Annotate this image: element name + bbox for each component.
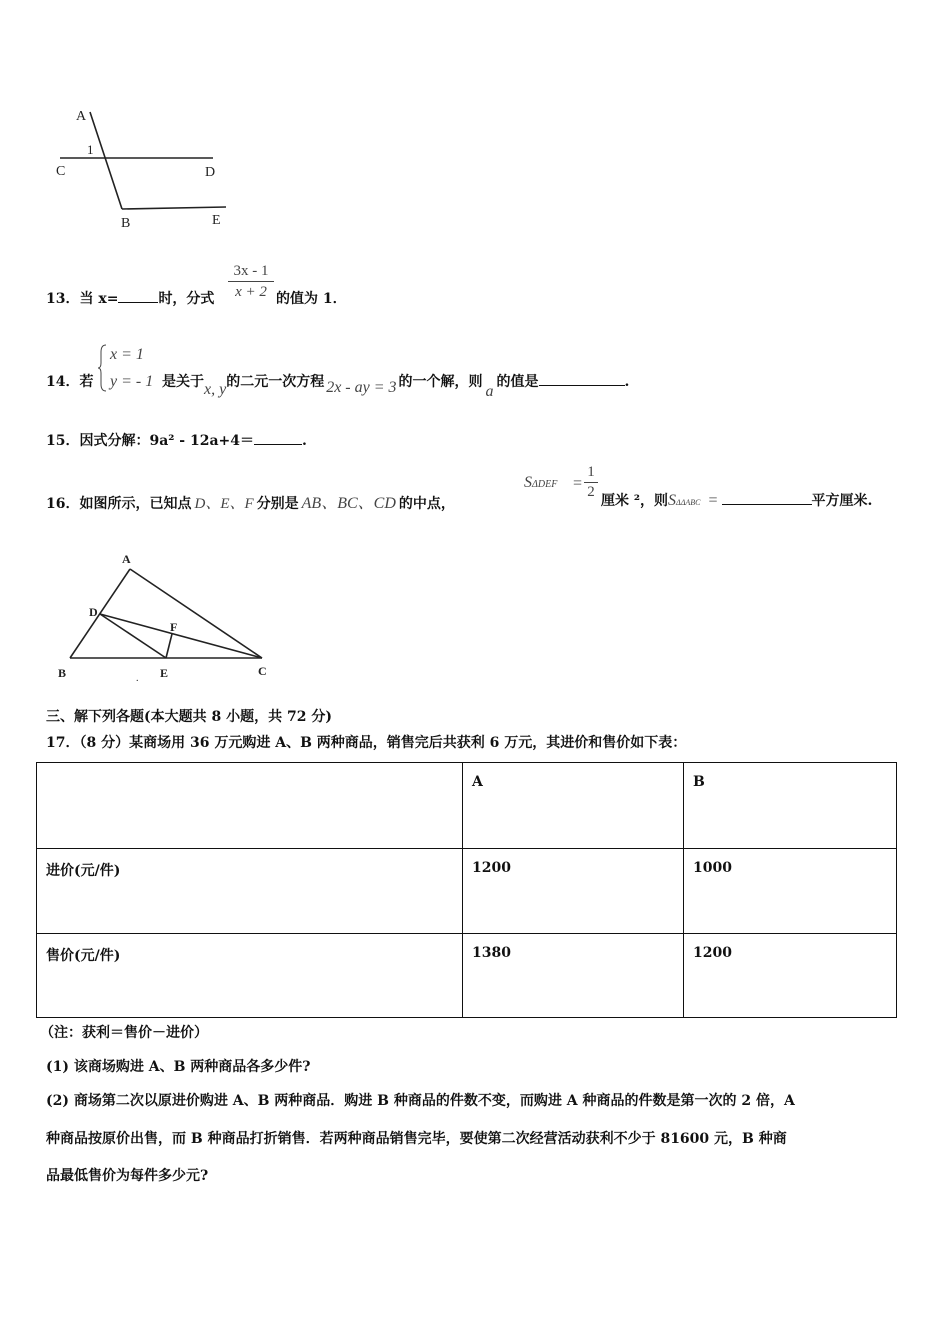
label-b: B <box>121 216 131 231</box>
label-c: C <box>258 664 267 678</box>
table-cell: A <box>463 763 684 849</box>
table-cell: 1380 <box>463 934 684 1018</box>
question-17-title: 17．（8 分）某商场用 36 万元购进 A、B 两种商品，销售完后共获利 6 万元，其进价和售价如下表： <box>46 735 687 751</box>
stray-dot: . <box>136 673 139 684</box>
question-16: 16．如图所示，已知点 D、E、F 分别是 AB、BC、CD 的中点， <box>46 495 455 512</box>
answer-blank[interactable] <box>722 491 812 505</box>
label-c: C <box>56 164 66 179</box>
area-def: SΔDEF <box>524 474 558 491</box>
question-15: 15．因式分解：9a² - 12a+4＝ . <box>46 433 307 449</box>
line-be <box>122 207 226 209</box>
segment-de <box>100 614 166 658</box>
system-eq2: y = - 1 <box>110 373 154 390</box>
label-f: F <box>170 620 178 634</box>
question-17-part-2-line-3: 品最低售价为每件多少元? <box>46 1168 209 1184</box>
answer-blank[interactable] <box>118 289 158 303</box>
answer-blank[interactable] <box>539 372 625 386</box>
answer-blank[interactable] <box>254 431 302 445</box>
equals-sign: = <box>573 475 583 492</box>
table-note: （注：获利＝售价－进价） <box>40 1025 208 1041</box>
label-d: D <box>89 605 98 619</box>
question-13-suffix: 的值为 1． <box>276 291 347 307</box>
question-16-tail: 厘米 ²，则SΔΔABC = 平方厘米. <box>601 492 873 509</box>
label-b: B <box>58 666 67 680</box>
table-cell <box>37 763 463 849</box>
label-a: A <box>122 552 131 566</box>
table-cell: 售价(元/件) <box>37 934 463 1018</box>
question-14-prefix: 14．若 <box>46 374 94 390</box>
table-cell: 进价(元/件) <box>37 849 463 934</box>
fraction-13: 3x - 1 x + 2 <box>228 262 274 301</box>
table-row <box>37 849 897 934</box>
side-ac <box>130 569 262 658</box>
table-row <box>37 934 897 1018</box>
label-e: E <box>212 213 221 228</box>
question-14-text: 是关于x, y的二元一次方程 2x - ay = 3 的一个解，则a的值是 . <box>162 374 630 400</box>
brace-icon <box>98 344 108 392</box>
section-3-title: 三、解下列各题(本大题共 8 小题，共 72 分) <box>46 709 332 725</box>
segment-ef <box>166 634 172 658</box>
table-cell: 1200 <box>463 849 684 934</box>
question-17-part-2-line-2: 种商品按原价出售，而 B 种商品打折销售．若两种商品销售完毕，要使第二次经营活动获利不少于 81600 元，B 种商 <box>46 1131 787 1147</box>
question-17-part-1: (1) 该商场购进 A、B 两种商品各多少件? <box>46 1059 311 1075</box>
fraction-16: 1 2 <box>584 464 598 501</box>
label-e: E <box>160 666 169 680</box>
table-cell: 1200 <box>684 934 897 1018</box>
system-eq1: x = 1 <box>110 346 144 363</box>
figure-parallel-lines <box>50 100 240 235</box>
label-1: 1 <box>87 142 94 157</box>
label-d: D <box>205 165 216 180</box>
label-a: A <box>76 109 87 124</box>
segment-dc <box>100 614 262 658</box>
table-cell: 1000 <box>684 849 897 934</box>
question-13: 13．当 x= 时，分式 <box>46 291 215 307</box>
table-row <box>37 763 897 849</box>
question-17-part-2-line-1: (2) 商场第二次以原进价购进 A、B 两种商品．购进 B 种商品的件数不变，而购进 A 种商品的件数是第一次的 2 倍，A <box>46 1093 795 1109</box>
side-ab <box>70 569 130 658</box>
price-table <box>36 762 897 1018</box>
figure-triangle <box>50 546 290 686</box>
table-cell: B <box>684 763 897 849</box>
line-ab <box>90 112 122 209</box>
